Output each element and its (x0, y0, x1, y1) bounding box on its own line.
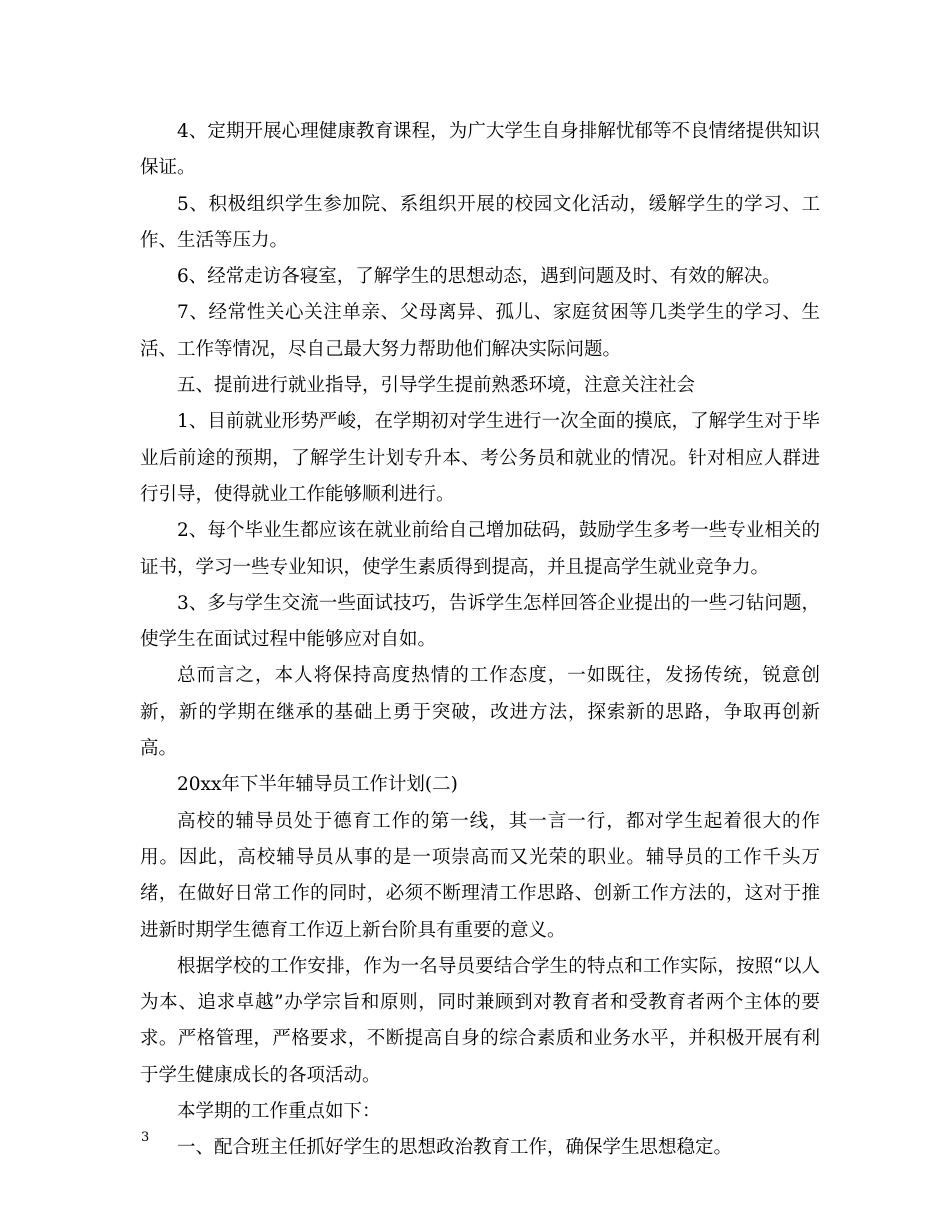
section-heading: 五、提前进行就业指导，引导学生提前熟悉环境，注意关注社会 (177, 375, 696, 397)
document-subtitle: 20xx年下半年辅导员工作计划(二) (177, 774, 458, 796)
paragraph: 1、目前就业形势严峻，在学期初对学生进行一次全面的摸底，了解学生对于毕业后前途的预期，了解学生计划专升本、考公务员和就业的情况。针对相应人群进行引导，使得就业工作能够顺利进行。 (140, 411, 820, 505)
paragraph: 高校的辅导员处于德育工作的第一线，其一言一行，都对学生起着很大的作用。因此，高校辅导员从事的是一项崇高而又光荣的职业。辅导员的工作千头万绪，在做好日常工作的同时，必须不断理清工作思路、创新工作方法的，这对于推进新时期学生德育工作迈上新台阶具有重要的意义。 (140, 810, 820, 941)
section-heading: 一、配合班主任抓好学生的思想政治教育工作，确保学生思想稳定。 (177, 1137, 733, 1159)
paragraph: 5、积极组织学生参加院、系组织开展的校园文化活动，缓解学生的学习、工作、生活等压力。 (140, 193, 820, 251)
paragraph: 总而言之，本人将保持高度热情的工作态度，一如既往，发扬传统，锐意创新，新的学期在继承的基础上勇于突破，改进方法，探索新的思路，争取再创新高。 (140, 665, 820, 760)
paragraph: 4、定期开展心理健康教育课程，为广大学生自身排解忧郁等不良情绪提供知识保证。 (140, 121, 820, 179)
paragraph: 根据学校的工作安排，作为一名导员要结合学生的特点和工作实际，按照“以人为本、追求卓越”办学宗旨和原则，同时兼顾到对教育者和受教育者两个主体的要求。严格管理，严格要求，不断提高自身的综合素质和业务水平，并积极开展有利于学生健康成长的各项活动。 (140, 955, 820, 1086)
paragraph: 2、每个毕业生都应该在就业前给自己增加砝码，鼓励学生多考一些专业相关的证书，学习一些专业知识，使学生素质得到提高，并且提高学生就业竞争力。 (140, 520, 820, 578)
document-body (140, 114, 820, 1167)
paragraph: 3、多与学生交流一些面试技巧，告诉学生怎样回答企业提出的一些刁钻问题，使学生在面试过程中能够应对自如。 (140, 592, 820, 651)
paragraph: 6、经常走访各寝室，了解学生的思想动态，遇到问题及时、有效的解决。 (177, 266, 781, 288)
page-number: 3 (141, 1130, 150, 1145)
paragraph: 本学期的工作重点如下： (177, 1101, 381, 1123)
paragraph: 7、经常性关心关注单亲、父母离异、孤儿、家庭贫困等几类学生的学习、生活、工作等情况，尽自己最大努力帮助他们解决实际问题。 (140, 302, 820, 360)
